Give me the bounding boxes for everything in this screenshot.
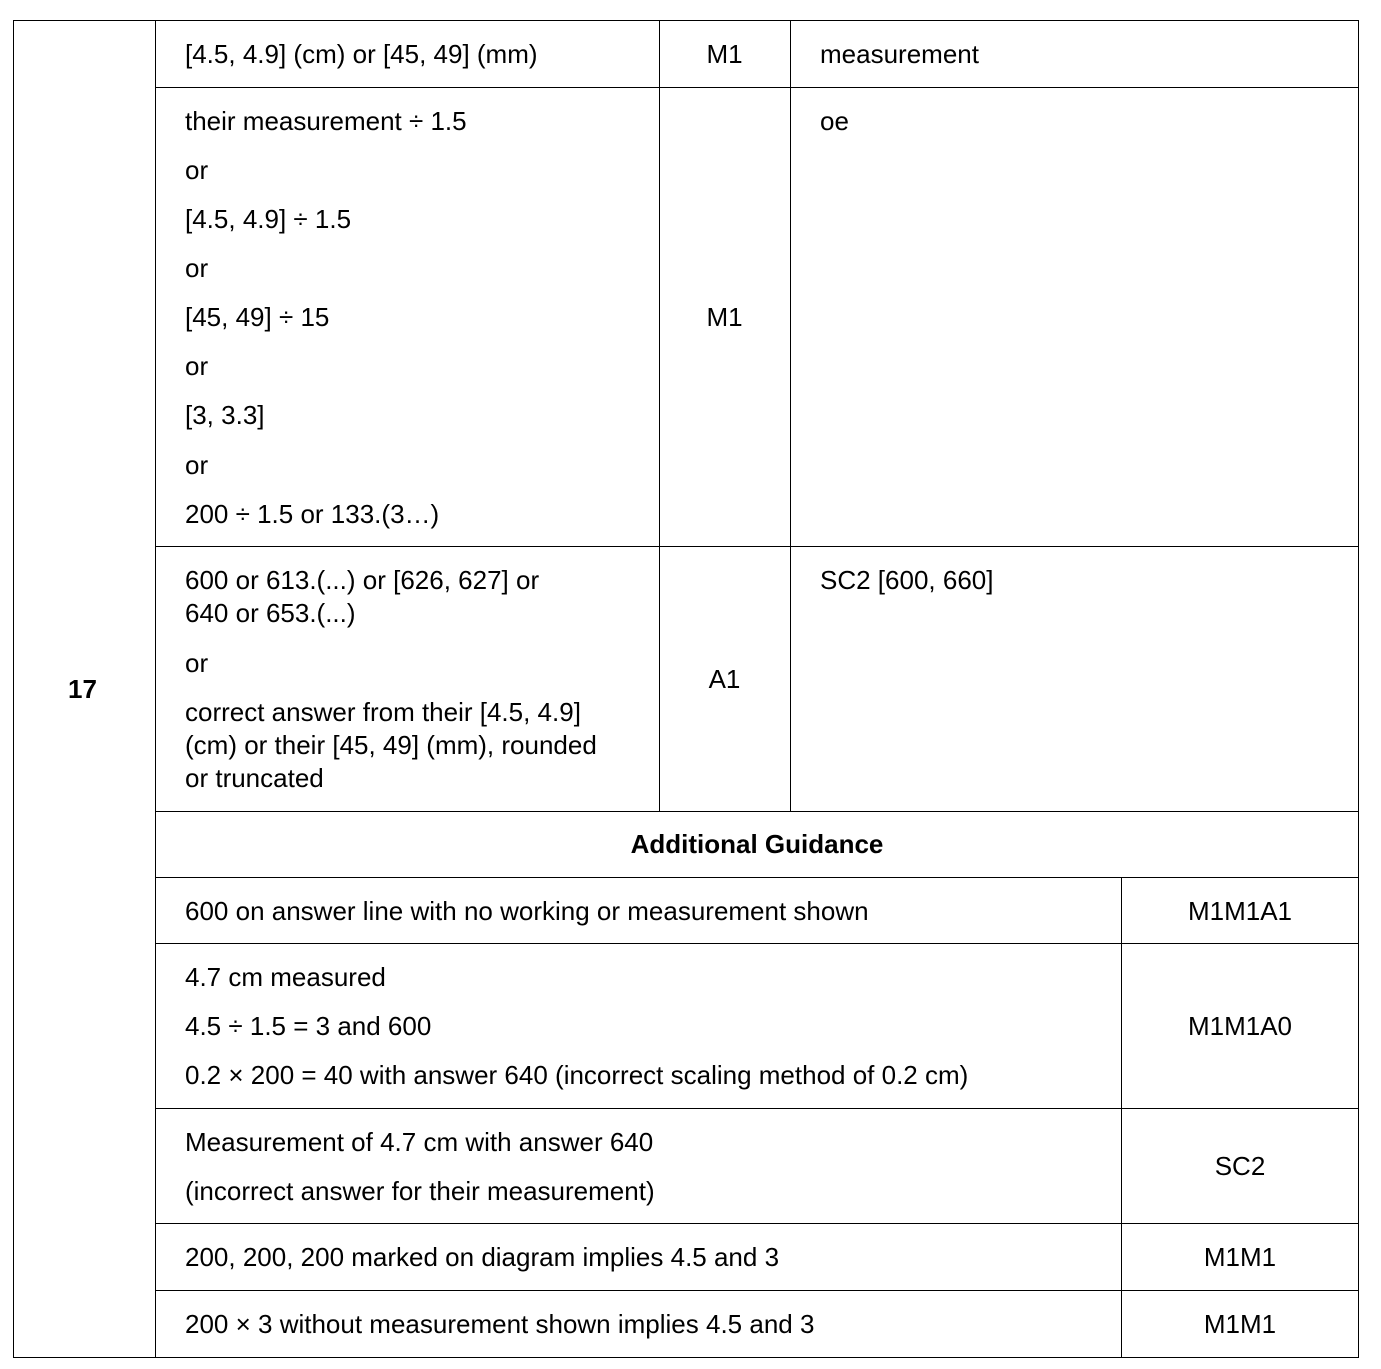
row-divider [155, 1108, 1359, 1109]
guidance-text: 200, 200, 200 marked on diagram implies 4.5 and 3 [185, 1242, 780, 1272]
guidance-mark: M1M1A1 [1187, 896, 1293, 926]
mark-label: M1 [706, 39, 743, 69]
column-divider [155, 20, 156, 1358]
guidance-text: 0.2 × 200 = 40 with answer 640 (incorrect scaling method of 0.2 cm) [185, 1060, 969, 1090]
guidance-text: 4.5 ÷ 1.5 = 3 and 600 [185, 1011, 432, 1041]
row-divider [155, 1290, 1359, 1291]
answer-text: [4.5, 4.9] (cm) or [45, 49] (mm) [185, 39, 538, 69]
guidance-mark: M1M1 [1203, 1242, 1277, 1272]
answer-text: [3, 3.3] [185, 400, 265, 430]
question-number: 17 [68, 674, 97, 704]
row-divider [155, 87, 1359, 88]
row-divider [155, 943, 1359, 944]
answer-text: 640 or 653.(...) [185, 598, 356, 628]
row-divider [155, 1223, 1359, 1224]
guidance-heading: Additional Guidance [630, 829, 884, 859]
answer-text: or truncated [185, 763, 324, 793]
answer-text: or [185, 351, 209, 381]
guidance-text: 4.7 cm measured [185, 962, 386, 992]
guidance-text: (incorrect answer for their measurement) [185, 1176, 655, 1206]
comment-text: measurement [820, 39, 979, 69]
row-divider [155, 546, 1359, 547]
answer-text: 600 or 613.(...) or [626, 627] or [185, 565, 540, 595]
column-divider [790, 20, 791, 812]
answer-text: or [185, 450, 209, 480]
guidance-mark: SC2 [1214, 1151, 1266, 1181]
row-divider [155, 877, 1359, 878]
answer-text: or [185, 253, 209, 283]
guidance-text: Measurement of 4.7 cm with answer 640 [185, 1127, 654, 1157]
answer-text: (cm) or their [45, 49] (mm), rounded [185, 730, 597, 760]
mark-label: M1 [706, 302, 743, 332]
row-divider [155, 811, 1359, 812]
guidance-text: 200 × 3 without measurement shown implies 4.5 and 3 [185, 1309, 815, 1339]
comment-text: SC2 [600, 660] [820, 565, 994, 595]
answer-text: 200 ÷ 1.5 or 133.(3…) [185, 499, 440, 529]
answer-text: correct answer from their [4.5, 4.9] [185, 697, 581, 727]
answer-text: or [185, 648, 209, 678]
answer-text: their measurement ÷ 1.5 [185, 106, 467, 136]
guidance-text: 600 on answer line with no working or measurement shown [185, 896, 869, 926]
mark-label: A1 [708, 664, 741, 694]
guidance-mark: M1M1A0 [1187, 1011, 1293, 1041]
guidance-mark: M1M1 [1203, 1309, 1277, 1339]
answer-text: or [185, 155, 209, 185]
column-divider [1121, 877, 1122, 1358]
comment-text: oe [820, 106, 849, 136]
answer-text: [45, 49] ÷ 15 [185, 302, 330, 332]
answer-text: [4.5, 4.9] ÷ 1.5 [185, 204, 352, 234]
